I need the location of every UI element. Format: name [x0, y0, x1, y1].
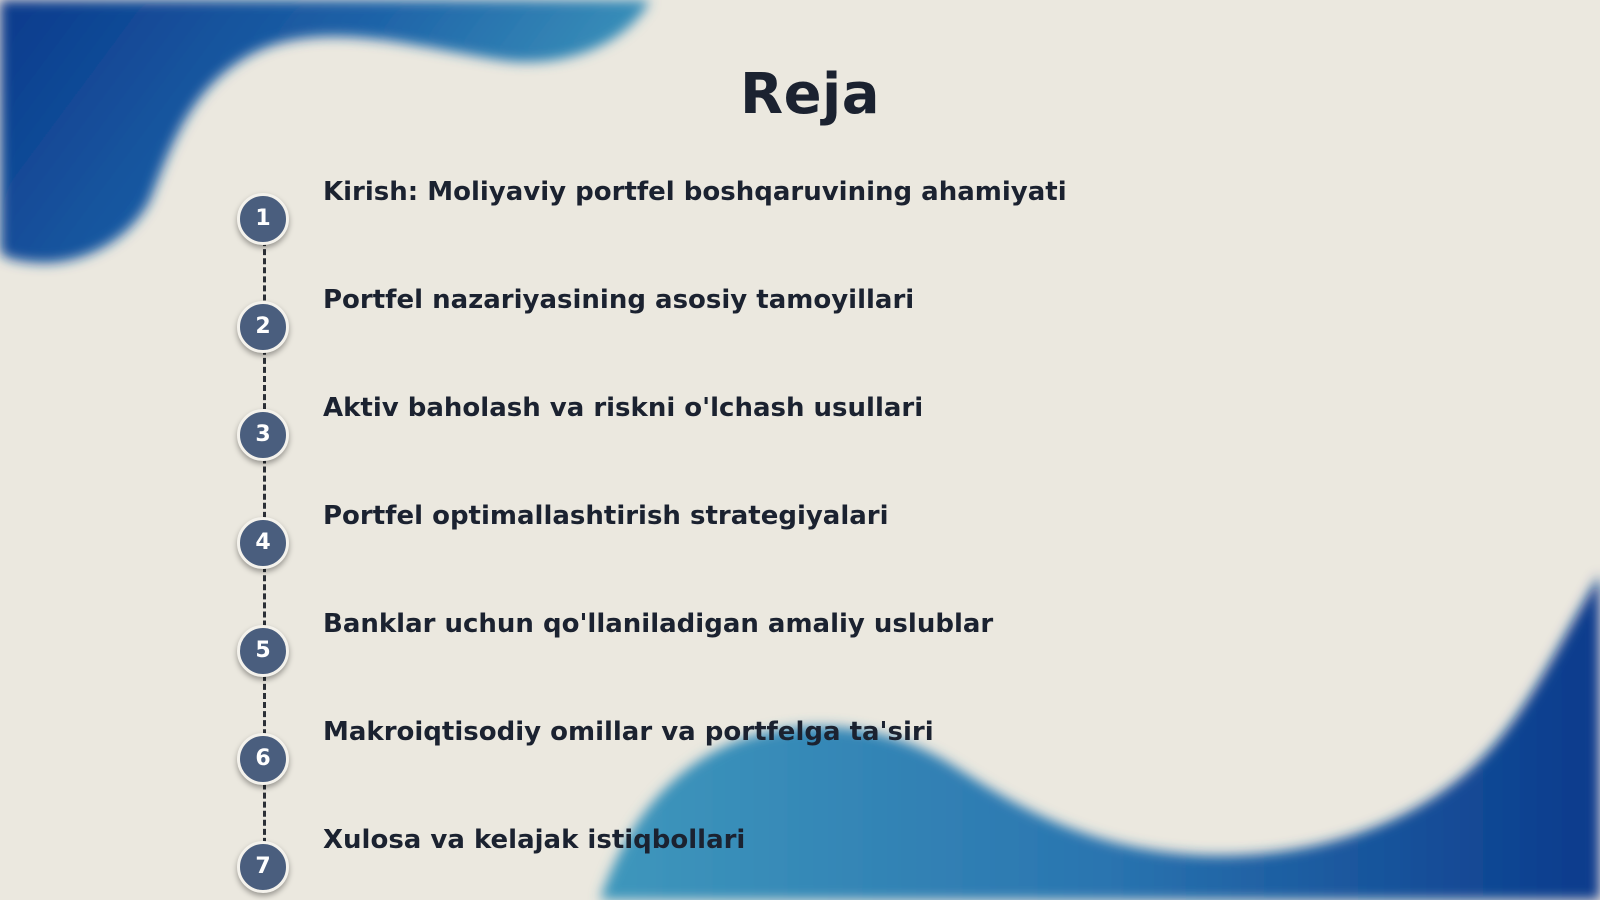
agenda-item-5: [237, 609, 1337, 685]
item-label: Portfel nazariyasining asosiy tamoyillari: [323, 285, 915, 315]
item-label: Kirish: Moliyaviy portfel boshqaruvining ahamiyati: [323, 177, 1067, 207]
agenda-item-6: [237, 717, 1337, 793]
item-label: Aktiv baholash va riskni o'lchash usullari: [323, 393, 924, 423]
item-number-badge: 6: [237, 733, 289, 785]
item-number-badge: 7: [237, 841, 289, 893]
agenda-item-3: [237, 393, 1337, 469]
item-number-badge: 4: [237, 517, 289, 569]
item-label: Banklar uchun qo'llaniladigan amaliy uslublar: [323, 609, 994, 639]
agenda-item-7: [237, 825, 1337, 900]
item-number-badge: 3: [237, 409, 289, 461]
item-label: Makroiqtisodiy omillar va portfelga ta'siri: [323, 717, 934, 747]
item-label: Xulosa va kelajak istiqbollari: [323, 825, 746, 855]
item-number-badge: 1: [237, 193, 289, 245]
item-number-badge: 5: [237, 625, 289, 677]
page-title: Reja: [739, 62, 881, 127]
item-label: Portfel optimallashtirish strategiyalari: [323, 501, 889, 531]
agenda-item-1: [237, 177, 1337, 253]
agenda-item-4: [237, 501, 1337, 577]
item-number-badge: 2: [237, 301, 289, 353]
agenda-item-2: [237, 285, 1337, 361]
